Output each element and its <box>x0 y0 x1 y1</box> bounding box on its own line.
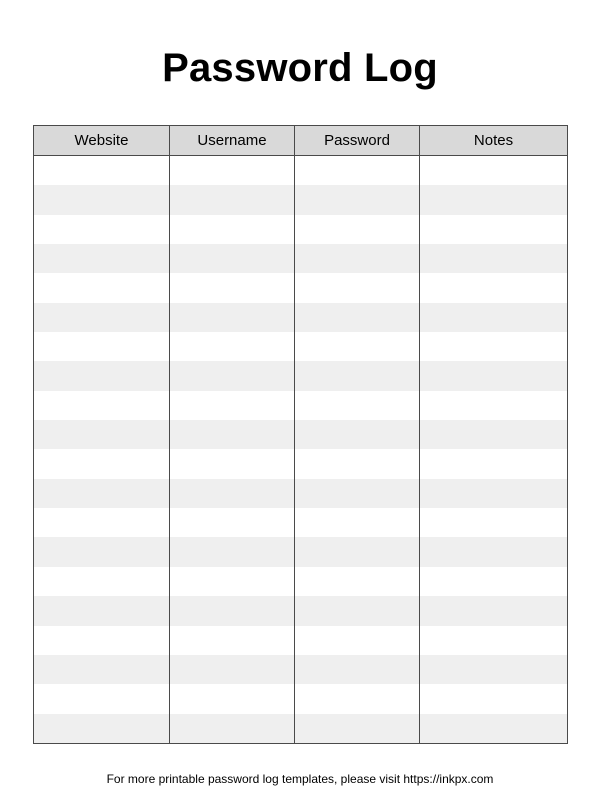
table-cell-username <box>170 567 295 596</box>
table-cell-password <box>295 156 420 186</box>
table-cell-website <box>34 684 170 713</box>
table-cell-website <box>34 185 170 214</box>
table-cell-website <box>34 332 170 361</box>
table-row <box>34 684 568 713</box>
table-row <box>34 449 568 478</box>
table-cell-username <box>170 303 295 332</box>
table-cell-password <box>295 655 420 684</box>
table-cell-website <box>34 156 170 186</box>
table-cell-password <box>295 537 420 566</box>
table-header-row <box>34 126 568 156</box>
table-cell-password <box>295 215 420 244</box>
table-cell-username <box>170 449 295 478</box>
table-cell-notes <box>420 655 568 684</box>
table-row <box>34 244 568 273</box>
table-cell-username <box>170 215 295 244</box>
table-row <box>34 655 568 684</box>
table-cell-website <box>34 714 170 744</box>
table-cell-notes <box>420 508 568 537</box>
table-cell-username <box>170 273 295 302</box>
table-row <box>34 420 568 449</box>
table-cell-notes <box>420 449 568 478</box>
table-cell-website <box>34 273 170 302</box>
table-cell-notes <box>420 391 568 420</box>
table-cell-username <box>170 537 295 566</box>
table-cell-website <box>34 537 170 566</box>
table-cell-notes <box>420 596 568 625</box>
table-cell-password <box>295 273 420 302</box>
table-cell-username <box>170 508 295 537</box>
table-cell-notes <box>420 626 568 655</box>
table-cell-website <box>34 655 170 684</box>
page-title: Password Log <box>162 46 438 90</box>
column-header-username: Username <box>170 126 295 156</box>
table-cell-website <box>34 508 170 537</box>
table-cell-notes <box>420 567 568 596</box>
table-row <box>34 626 568 655</box>
table-cell-username <box>170 420 295 449</box>
table-cell-password <box>295 684 420 713</box>
table-cell-password <box>295 303 420 332</box>
table-row <box>34 537 568 566</box>
table-cell-password <box>295 508 420 537</box>
table-cell-username <box>170 391 295 420</box>
table-row <box>34 156 568 186</box>
table-cell-notes <box>420 479 568 508</box>
table-cell-password <box>295 714 420 744</box>
table-cell-username <box>170 156 295 186</box>
table-row <box>34 185 568 214</box>
table-cell-notes <box>420 332 568 361</box>
table-cell-password <box>295 596 420 625</box>
table-cell-username <box>170 596 295 625</box>
table-cell-password <box>295 391 420 420</box>
table-cell-username <box>170 714 295 744</box>
table-row <box>34 215 568 244</box>
table-cell-notes <box>420 303 568 332</box>
table-row <box>34 567 568 596</box>
table-cell-notes <box>420 185 568 214</box>
table-row <box>34 714 568 744</box>
table-row <box>34 508 568 537</box>
table-cell-username <box>170 626 295 655</box>
table-cell-website <box>34 596 170 625</box>
table-cell-username <box>170 244 295 273</box>
table-row <box>34 273 568 302</box>
table-cell-username <box>170 479 295 508</box>
table-cell-username <box>170 655 295 684</box>
table-cell-website <box>34 215 170 244</box>
table-cell-website <box>34 449 170 478</box>
table-cell-username <box>170 684 295 713</box>
table-cell-notes <box>420 215 568 244</box>
table-cell-website <box>34 420 170 449</box>
table-cell-website <box>34 391 170 420</box>
table-cell-website <box>34 303 170 332</box>
table-row <box>34 332 568 361</box>
table-cell-password <box>295 567 420 596</box>
table-cell-password <box>295 244 420 273</box>
table-body <box>34 156 568 744</box>
column-header-website: Website <box>34 126 170 156</box>
table-cell-username <box>170 332 295 361</box>
table-row <box>34 361 568 390</box>
table-cell-password <box>295 479 420 508</box>
table-row <box>34 596 568 625</box>
footer-note: For more printable password log templates, please visit https://inkpx.com <box>106 772 494 786</box>
table-cell-notes <box>420 684 568 713</box>
column-header-password: Password <box>295 126 420 156</box>
table-cell-username <box>170 185 295 214</box>
table-cell-notes <box>420 714 568 744</box>
table-row <box>34 391 568 420</box>
table-cell-notes <box>420 361 568 390</box>
table-cell-password <box>295 449 420 478</box>
table-cell-password <box>295 626 420 655</box>
table-cell-website <box>34 244 170 273</box>
table-cell-notes <box>420 537 568 566</box>
password-log-table <box>33 125 568 744</box>
table-cell-website <box>34 567 170 596</box>
table-cell-website <box>34 479 170 508</box>
table-row <box>34 479 568 508</box>
table-cell-website <box>34 626 170 655</box>
table-cell-username <box>170 361 295 390</box>
table-cell-notes <box>420 420 568 449</box>
table-cell-notes <box>420 244 568 273</box>
column-header-notes: Notes <box>420 126 568 156</box>
table-cell-website <box>34 361 170 390</box>
table-cell-notes <box>420 273 568 302</box>
table-cell-password <box>295 332 420 361</box>
table-cell-password <box>295 420 420 449</box>
table-cell-password <box>295 185 420 214</box>
table-row <box>34 303 568 332</box>
table-cell-password <box>295 361 420 390</box>
table-cell-notes <box>420 156 568 186</box>
